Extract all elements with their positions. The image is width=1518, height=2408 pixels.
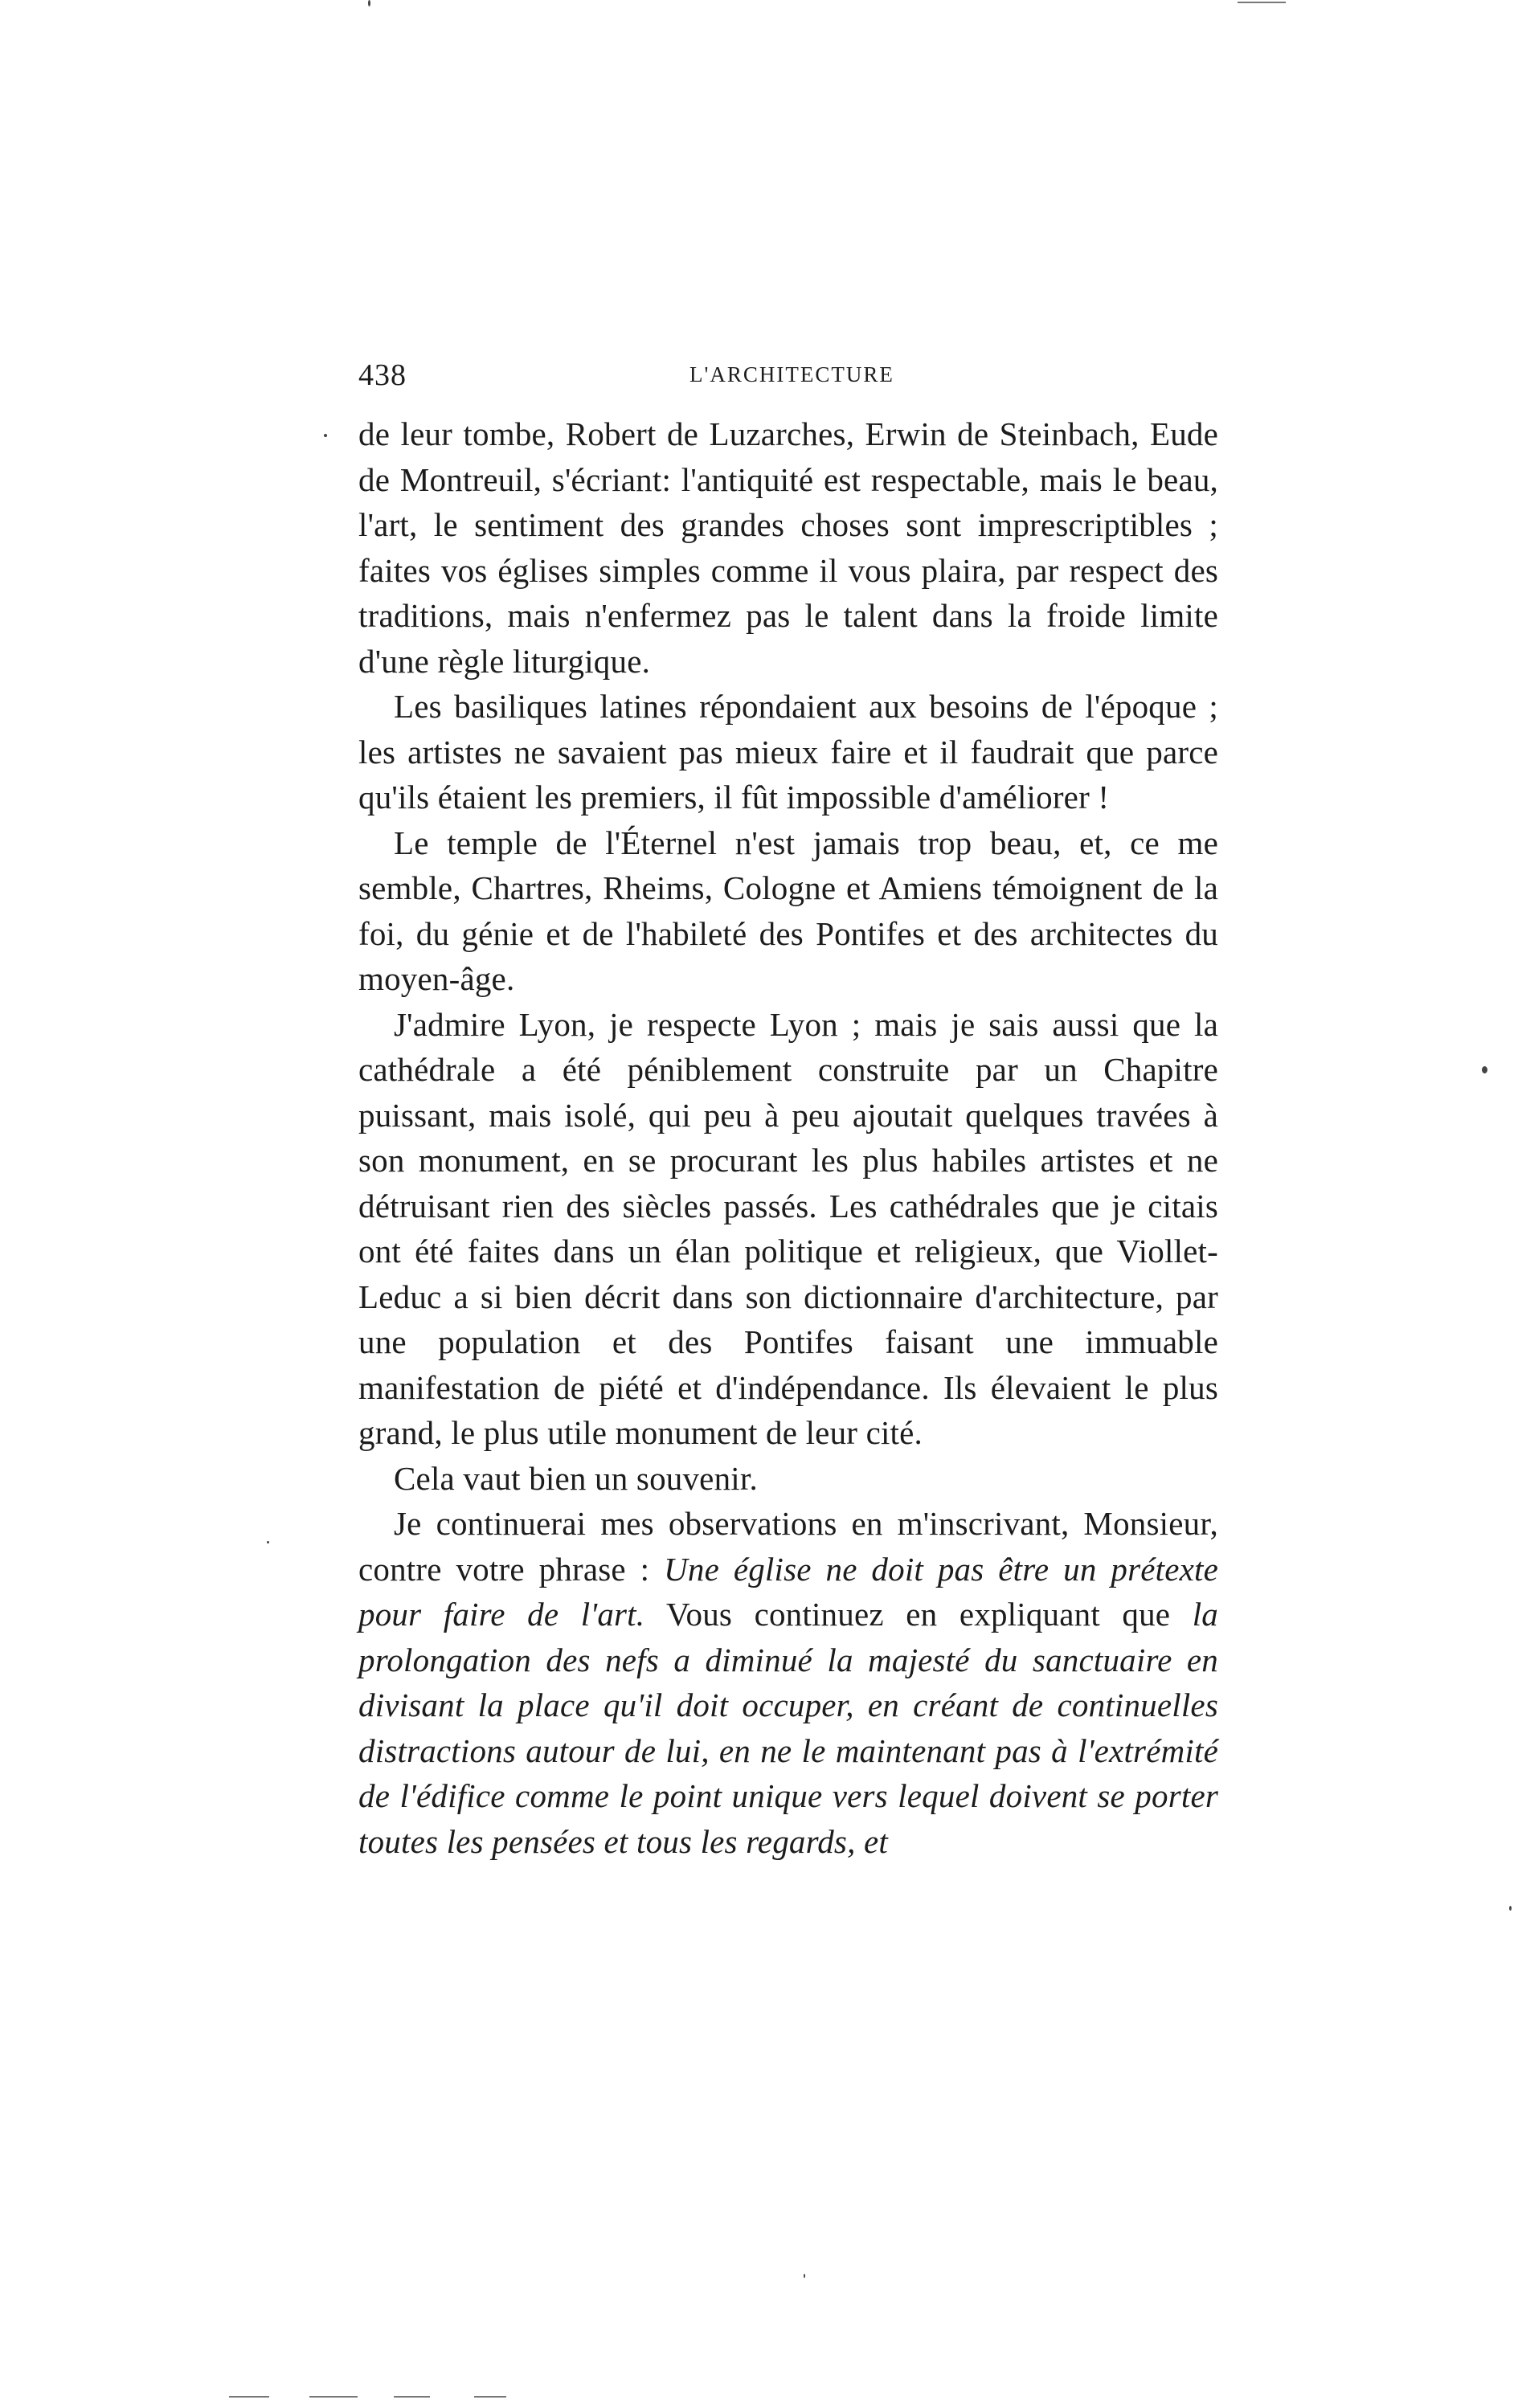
running-head: L'ARCHITECTURE xyxy=(689,362,894,386)
paragraph-1 xyxy=(358,411,1218,684)
scan-speck xyxy=(267,1541,269,1543)
scan-speck xyxy=(324,434,327,437)
scan-edge-line xyxy=(1238,2,1286,3)
page-number: 438 xyxy=(358,358,407,392)
scan-speck xyxy=(368,0,370,6)
scan-speck xyxy=(804,2274,805,2278)
paragraph-1-text: de leur tombe, Robert de Luzarches, Erwin de Steinbach, Eude de Montreuil, s'écriant: l'antiquité est respectable, mais le beau, l'art, le sentiment des grandes choses sont imprescriptibles ; faites vos églises simples comme il vous plaira, par respect des traditions, mais n'enfermez pas le talent dans la froide limite d'une règle liturgique. xyxy=(358,415,1218,680)
paragraph-4-text: J'admire Lyon, je respecte Lyon ; mais je sais aussi que la cathédrale a été péniblement construite par un Chapitre puissant, mais isolé, qui peu à peu ajoutait quelques travées à son monument, en se procurant les plus habiles artistes et ne détruisant rien des siècles passés. Les cathédrales que je citais ont été faites dans un élan politique et religieux, que Viollet-Leduc a si bien décrit dans son dictionnaire d'architecture, par une population et des Pontifes faisant une immuable manifestation de piété et d'indépendance. Ils élevaient le plus grand, le plus utile monument de leur cité. xyxy=(358,1005,1218,1451)
scan-speck xyxy=(1509,1906,1512,1911)
paragraph-2-text: Les basiliques latines répondaient aux besoins de l'époque ; les artistes ne savaient pas mieux faire et il faudrait que parce qu'ils étaient les premiers, il fût impossible d'améliorer ! xyxy=(358,688,1218,816)
scan-edge-line xyxy=(229,2396,269,2398)
paragraph-6-text-roman-2: Vous continuez en expliquant que xyxy=(644,1596,1193,1633)
paragraph-5 xyxy=(358,1456,1218,1502)
scan-edge-line xyxy=(309,2396,358,2398)
scan-speck xyxy=(1482,1066,1487,1073)
paragraph-2 xyxy=(358,684,1218,820)
paragraph-3-text: Le temple de l'Éternel n'est jamais trop beau, et, ce me semble, Chartres, Rheims, Cologne et Amiens témoignent de la foi, du génie et de l'habileté des Pontifes et des architectes du moyen-âge. xyxy=(358,824,1218,997)
paragraph-6-text-italic-2: la prolongation des nefs a diminué la majesté du sanctuaire en divisant la place qu'il doit occuper, en créant de continuelles distractions autour de lui, en ne le maintenant pas à l'extrémité de l'édifice comme le point unique vers lequel doivent se porter toutes les pensées et tous les regards, et xyxy=(358,1596,1219,1860)
paragraph-6-text-roman-1: Je continuerai mes observations en m'inscrivant, Monsieur, contre votre phrase : xyxy=(358,1505,1218,1588)
paragraph-6-text-italic-1: Une église ne doit pas être un prétexte pour faire de l'art. xyxy=(358,1550,1218,1633)
page-header xyxy=(358,358,1226,398)
body-text xyxy=(358,411,1218,1864)
paragraph-5-text: Cela vaut bien un souvenir. xyxy=(394,1459,758,1497)
scan-edge-line xyxy=(394,2396,430,2398)
paragraph-4 xyxy=(358,1002,1218,1456)
paragraph-6 xyxy=(358,1501,1218,1864)
paragraph-3 xyxy=(358,820,1218,1002)
scan-edge-line xyxy=(474,2396,506,2398)
